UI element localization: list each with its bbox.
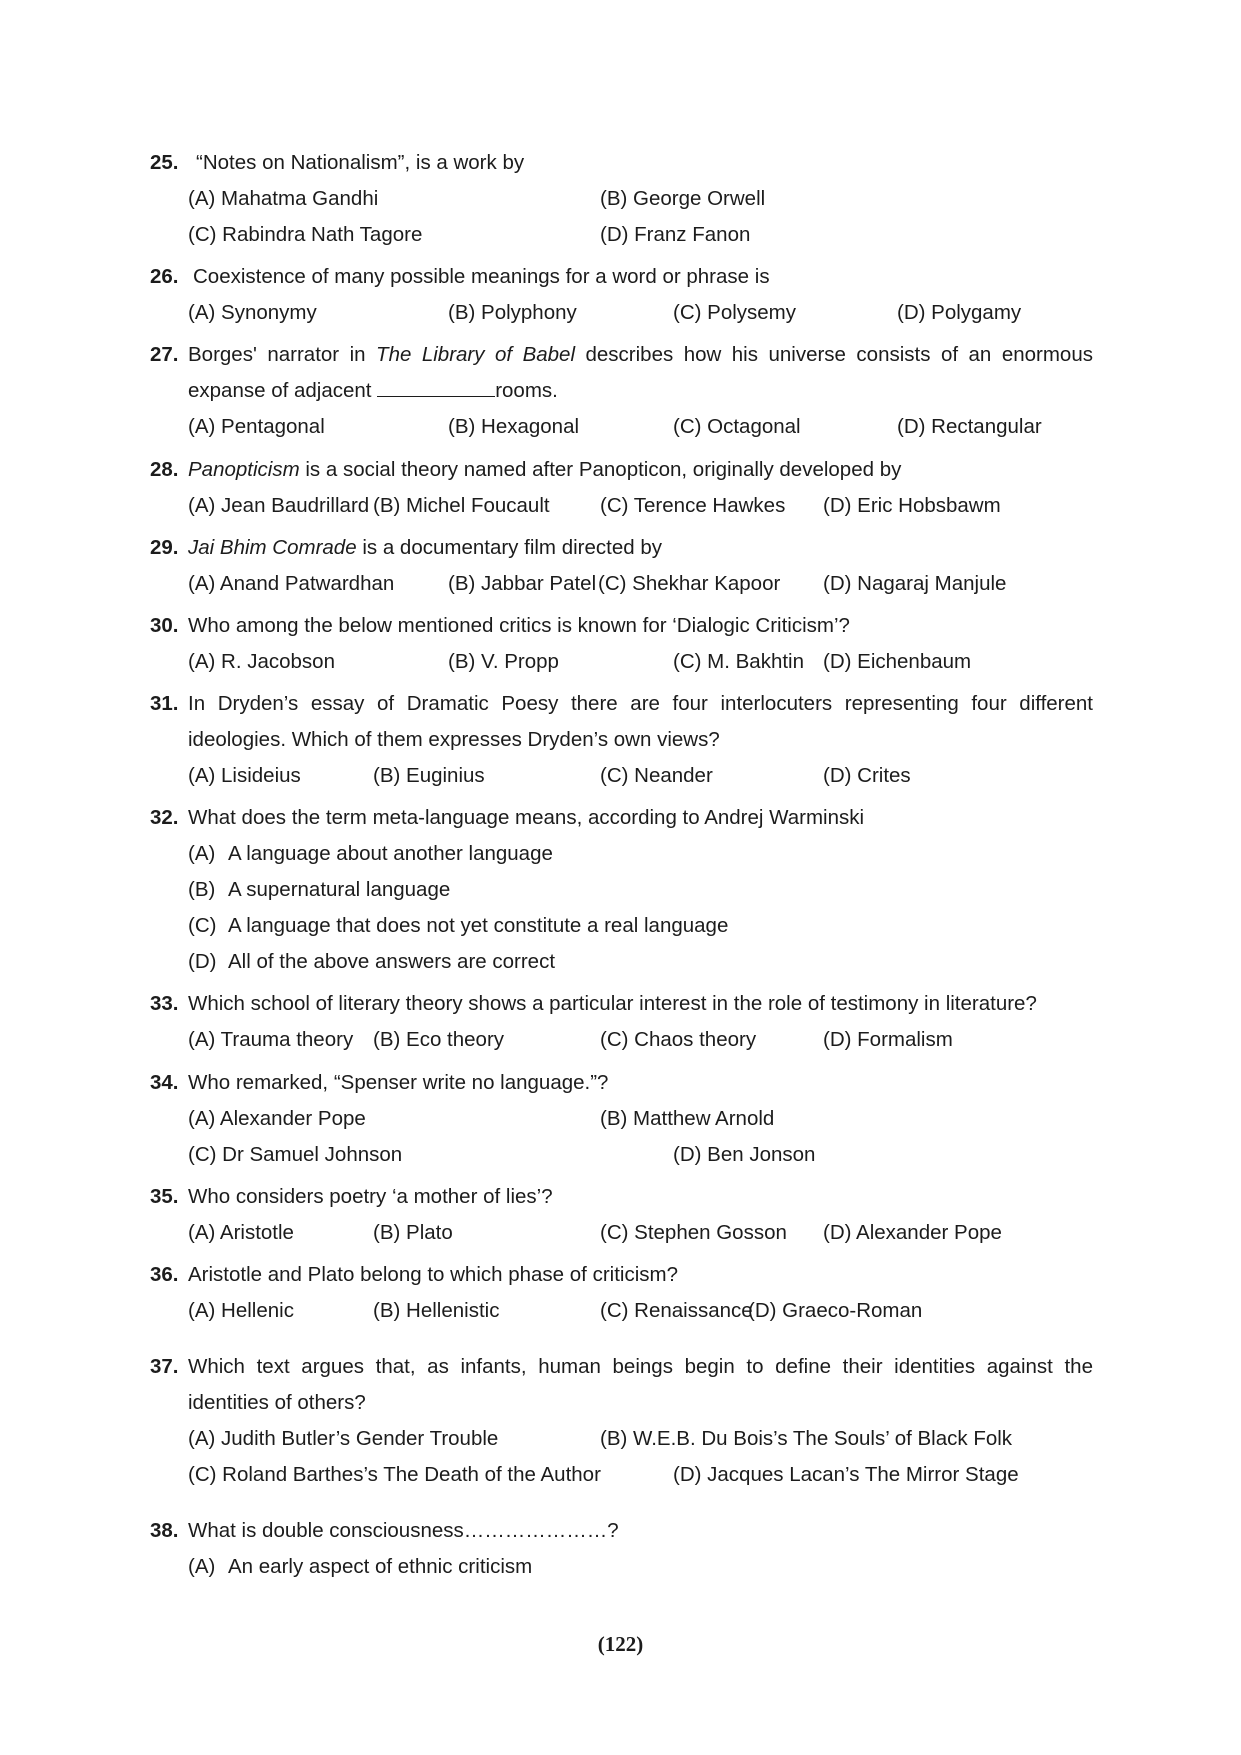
question-text: In Dryden’s essay of Dramatic Poesy there are four interlocuters representing four different	[188, 692, 1093, 715]
question-number: 32.	[150, 806, 179, 829]
option-d: (D) Nagaraj Manjule	[823, 572, 1007, 595]
option-label: (A)	[188, 1555, 216, 1578]
question-text: ideologies. Which of them expresses Dryden’s own views?	[188, 728, 720, 751]
option-b: (B) Hexagonal	[448, 415, 580, 438]
option-text: An early aspect of ethnic criticism	[228, 1555, 533, 1578]
option-a: (A) Hellenic	[188, 1299, 294, 1322]
work-title: The Library of Babel	[376, 343, 575, 366]
option-label: (B)	[188, 878, 216, 901]
option-a: (A) Anand Patwardhan	[188, 572, 395, 595]
option-a: (A) Lisideius	[188, 764, 301, 787]
option-c: (C) Stephen Gosson	[600, 1221, 787, 1244]
option-d: (D) Eric Hobsbawm	[823, 494, 1001, 517]
option-a: (A) Jean Baudrillard	[188, 494, 370, 517]
option-text: A language about another language	[228, 842, 553, 865]
option-c: (C) Renaissance	[600, 1299, 753, 1322]
question-number: 26.	[150, 265, 179, 288]
question-text: expanse of adjacent rooms.	[188, 376, 558, 406]
option-c: (C) Terence Hawkes	[600, 494, 786, 517]
option-a: (A) Judith Butler’s Gender Trouble	[188, 1427, 499, 1450]
option-c: (C) Rabindra Nath Tagore	[188, 223, 423, 246]
option-a: (A) Alexander Pope	[188, 1107, 366, 1130]
option-a: (A) Mahatma Gandhi	[188, 187, 379, 210]
question-text: Who remarked, “Spenser write no language.”?	[188, 1071, 609, 1094]
question-number: 35.	[150, 1185, 179, 1208]
question-text: identities of others?	[188, 1391, 366, 1414]
option-b: (B) Euginius	[373, 764, 485, 787]
option-a: (A) Pentagonal	[188, 415, 325, 438]
option-text: All of the above answers are correct	[228, 950, 556, 973]
option-b: (B) George Orwell	[600, 187, 766, 210]
question-text: What does the term meta-language means, according to Andrej Warminski	[188, 806, 865, 829]
option-c: (C) Roland Barthes’s The Death of the Author	[188, 1463, 601, 1486]
option-d: (D) Graeco-Roman	[748, 1299, 923, 1322]
option-c: (C) Chaos theory	[600, 1028, 757, 1051]
question-number: 29.	[150, 536, 179, 559]
option-a: (A) Trauma theory	[188, 1028, 354, 1051]
option-b: (B) Polyphony	[448, 301, 577, 324]
option-c: (C) Neander	[600, 764, 713, 787]
option-b: (B) W.E.B. Du Bois’s The Souls’ of Black Folk	[600, 1427, 1013, 1450]
question-text: Borges' narrator in The Library of Babel describes how his universe consists of an enormous	[188, 343, 1093, 366]
option-b: (B) Plato	[373, 1221, 453, 1244]
fill-in-blank	[377, 376, 495, 397]
option-c: (C) Octagonal	[673, 415, 801, 438]
option-d: (D) Rectangular	[897, 415, 1042, 438]
option-b: (B) Jabbar Patel	[448, 572, 597, 595]
option-b: (B) Hellenistic	[373, 1299, 500, 1322]
question-text: Panopticism is a social theory named after Panopticon, originally developed by	[188, 458, 902, 481]
option-d: (D) Eichenbaum	[823, 650, 972, 673]
option-b: (B) Michel Foucault	[373, 494, 550, 517]
question-number: 37.	[150, 1355, 179, 1378]
option-c: (C) Polysemy	[673, 301, 797, 324]
option-d: (D) Franz Fanon	[600, 223, 751, 246]
option-b: (B) Eco theory	[373, 1028, 505, 1051]
question-number: 34.	[150, 1071, 179, 1094]
question-text: Who among the below mentioned critics is known for ‘Dialogic Criticism’?	[188, 614, 850, 637]
option-text: A language that does not yet constitute a real language	[228, 914, 729, 937]
question-number: 36.	[150, 1263, 179, 1286]
option-d: (D) Formalism	[823, 1028, 953, 1051]
question-text: Jai Bhim Comrade is a documentary film directed by	[188, 536, 662, 559]
term: Panopticism	[188, 458, 300, 481]
option-d: (D) Polygamy	[897, 301, 1022, 324]
question-text: “Notes on Nationalism”, is a work by	[196, 151, 525, 174]
question-text: Which school of literary theory shows a particular interest in the role of testimony in literature?	[188, 992, 1037, 1015]
option-c: (C) Dr Samuel Johnson	[188, 1143, 403, 1166]
question-text: Who considers poetry ‘a mother of lies’?	[188, 1185, 553, 1208]
option-c: (C) Shekhar Kapoor	[598, 572, 781, 595]
page-number: (122)	[597, 1632, 644, 1656]
question-number: 31.	[150, 692, 179, 715]
option-a: (A) Synonymy	[188, 301, 317, 324]
option-b: (B) V. Propp	[448, 650, 559, 673]
option-label: (A)	[188, 842, 216, 865]
option-text: A supernatural language	[228, 878, 451, 901]
option-label: (C)	[188, 914, 217, 937]
option-d: (D) Alexander Pope	[823, 1221, 1002, 1244]
question-text: Which text argues that, as infants, human beings begin to define their identities against the	[188, 1355, 1093, 1378]
question-text: What is double consciousness…………………?	[188, 1519, 619, 1542]
question-text: Aristotle and Plato belong to which phase of criticism?	[188, 1263, 678, 1286]
question-number: 25.	[150, 151, 179, 174]
question-text: Coexistence of many possible meanings for a word or phrase is	[193, 265, 770, 288]
question-number: 27.	[150, 343, 179, 366]
option-d: (D) Jacques Lacan’s The Mirror Stage	[673, 1463, 1019, 1486]
question-number: 30.	[150, 614, 179, 637]
option-c: (C) M. Bakhtin	[673, 650, 804, 673]
question-number: 38.	[150, 1519, 179, 1542]
question-number: 28.	[150, 458, 179, 481]
option-a: (A) Aristotle	[188, 1221, 294, 1244]
option-d: (D) Crites	[823, 764, 911, 787]
option-a: (A) R. Jacobson	[188, 650, 335, 673]
question-number: 33.	[150, 992, 179, 1015]
option-b: (B) Matthew Arnold	[600, 1107, 775, 1130]
film-title: Jai Bhim Comrade	[188, 536, 357, 559]
option-label: (D)	[188, 950, 217, 973]
option-d: (D) Ben Jonson	[673, 1143, 816, 1166]
